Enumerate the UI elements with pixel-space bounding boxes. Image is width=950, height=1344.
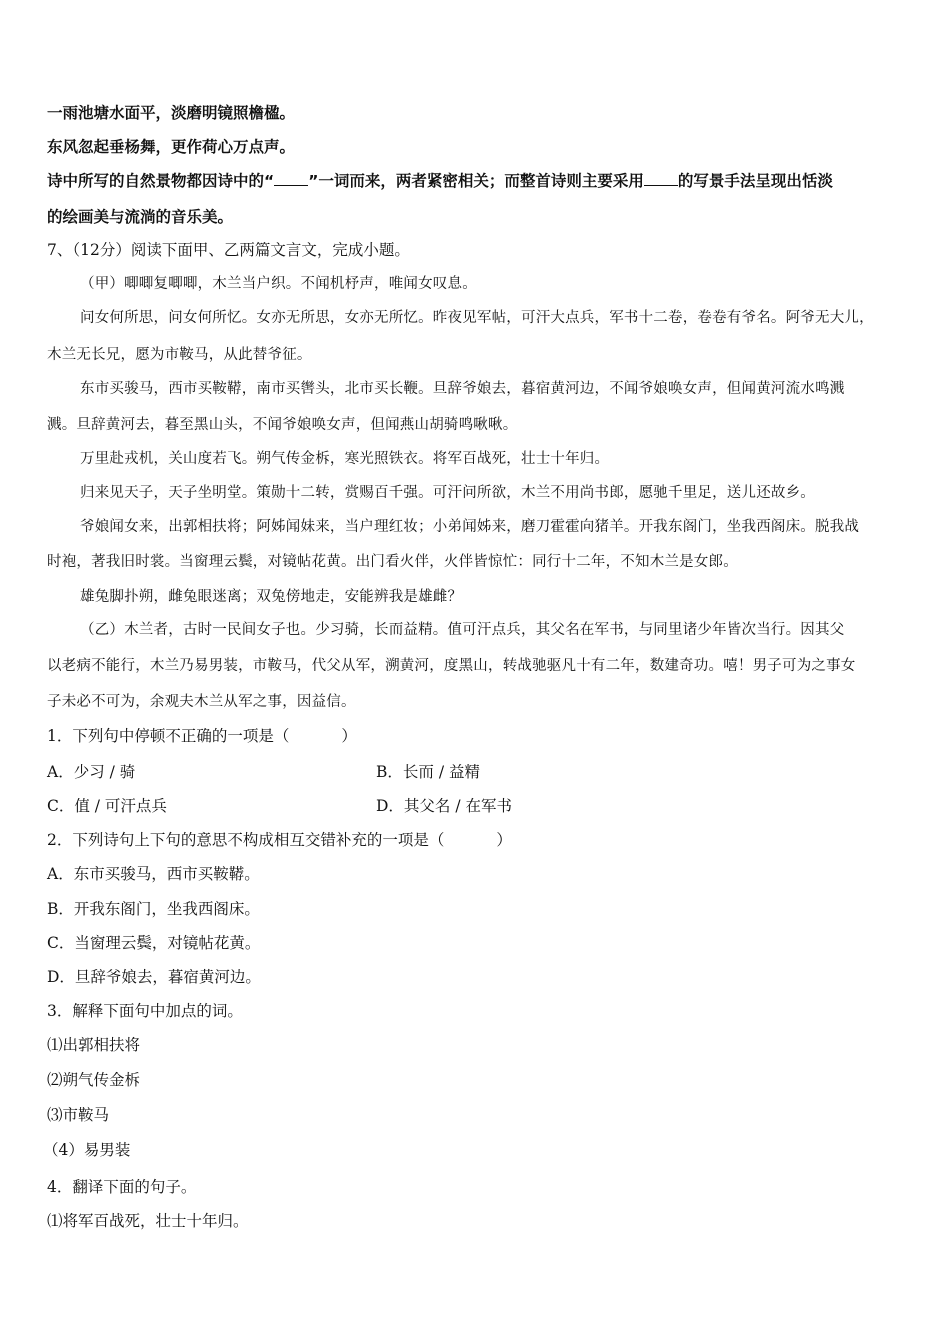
passage-yi-line: 以老病不能行，木兰乃易男装，市鞍马，代父从军，溯黄河，度黑山，转战驰驱凡十有二年，数建奇功。嘻！男子可为之事女 (47, 658, 856, 674)
passage-jia-line: 归来见天子，天子坐明堂。策勋十二转，赏赐百千强。可汗问所欲，木兰不用尚书郎，愿驰千里足，送儿还故乡。 (80, 485, 815, 501)
option-c[interactable]: C．值 / 可汗点兵 (47, 797, 167, 815)
q6-fill-in-line-2: 的绘画美与流淌的音乐美。 (47, 208, 234, 226)
sub-question-3-item: ⑶市鞍马 (47, 1106, 110, 1124)
option-a[interactable]: A．东市买骏马，西市买鞍鞯。 (47, 865, 260, 883)
close-paren: ） (341, 727, 357, 745)
sub-question-2-text: 2．下列诗句上下句的意思不构成相互交错补充的一项是（ (47, 831, 445, 849)
poem-line-2: 东风忽起垂杨舞，更作荷心万点声。 (47, 138, 296, 156)
q6-blank-1[interactable] (274, 171, 308, 186)
passage-jia-line: （甲）唧唧复唧唧，木兰当户织。不闻机杼声，唯闻女叹息。 (80, 276, 477, 292)
q6-blank-2[interactable] (644, 171, 678, 186)
sub-question-1-stem (47, 726, 357, 746)
option-c[interactable]: C．当窗理云鬓，对镜帖花黄。 (47, 934, 261, 952)
sub-question-4-stem: 4．翻译下面的句子。 (47, 1178, 197, 1196)
q6-text-part-2: ”一词而来，两者紧密相关；而整首诗则主要采用 (308, 172, 644, 190)
passage-jia-line: 时袍，著我旧时裳。当窗理云鬓，对镜帖花黄。出门看火伴，火伴皆惊忙：同行十二年，不知木兰是女郎。 (47, 554, 738, 570)
passage-jia-line: 木兰无长兄，愿为市鞍马，从此替爷征。 (47, 347, 312, 363)
q6-text-part-1: 诗中所写的自然景物都因诗中的“ (47, 172, 275, 190)
sub-question-3-stem: 3．解释下面句中加点的词。 (47, 1002, 243, 1020)
sub-question-4-item: ⑴将军百战死，壮士十年归。 (47, 1212, 249, 1230)
passage-yi-line: 子未必不可为，余观夫木兰从军之事，因益信。 (47, 694, 356, 710)
passage-jia-line: 溅。旦辞黄河去，暮至黑山头，不闻爷娘唤女声，但闻燕山胡骑鸣啾啾。 (47, 417, 518, 433)
sub-question-3-item: ⑵朔气传金柝 (47, 1071, 141, 1089)
passage-jia-line: 问女何所思，问女何所忆。女亦无所思，女亦无所忆。昨夜见军帖，可汗大点兵，军书十二卷，卷卷有爷名。阿爷无大儿， (80, 310, 874, 326)
option-d[interactable]: D．其父名 / 在军书 (376, 797, 513, 815)
sub-question-1-text: 1．下列句中停顿不正确的一项是（ (47, 727, 290, 745)
passage-jia-line: 东市买骏马，西市买鞍鞯，南市买辔头，北市买长鞭。旦辞爷娘去，暮宿黄河边，不闻爷娘唤女声，但闻黄河流水鸣溅 (80, 381, 845, 397)
passage-yi-line: （乙）木兰者，古时一民间女子也。少习骑，长而益精。值可汗点兵，其父名在军书，与同里诸少年皆次当行。因其父 (80, 622, 845, 638)
q6-text-part-3: 的写景手法呈现出恬淡 (677, 172, 833, 190)
sub-question-3-item: ⑴出郭相扶将 (47, 1036, 141, 1054)
q6-fill-in-line (47, 171, 833, 191)
option-b[interactable]: B．长而 / 益精 (376, 763, 480, 781)
option-d[interactable]: D．旦辞爷娘去，暮宿黄河边。 (47, 968, 261, 986)
sub-question-3-item: （4）易男装 (43, 1141, 131, 1159)
option-b[interactable]: B．开我东阁门，坐我西阁床。 (47, 900, 260, 918)
passage-jia-line: 雄兔脚扑朔，雌兔眼迷离；双兔傍地走，安能辨我是雄雌？ (80, 589, 463, 605)
sub-question-2-stem (47, 830, 512, 850)
passage-jia-line: 爷娘闻女来，出郭相扶将；阿姊闻妹来，当户理红妆；小弟闻姊来，磨刀霍霍向猪羊。开我东阁门，坐我西阁床。脱我战 (80, 519, 860, 535)
option-a[interactable]: A．少习 / 骑 (47, 763, 136, 781)
close-paren: ） (496, 831, 512, 849)
passage-jia-line: 万里赴戎机，关山度若飞。朔气传金柝，寒光照铁衣。将军百战死，壮士十年归。 (80, 451, 610, 467)
poem-line-1: 一雨池塘水面平，淡磨明镜照檐楹。 (47, 104, 296, 122)
q7-header: 7、（12分）阅读下面甲、乙两篇文言文，完成小题。 (47, 241, 410, 259)
